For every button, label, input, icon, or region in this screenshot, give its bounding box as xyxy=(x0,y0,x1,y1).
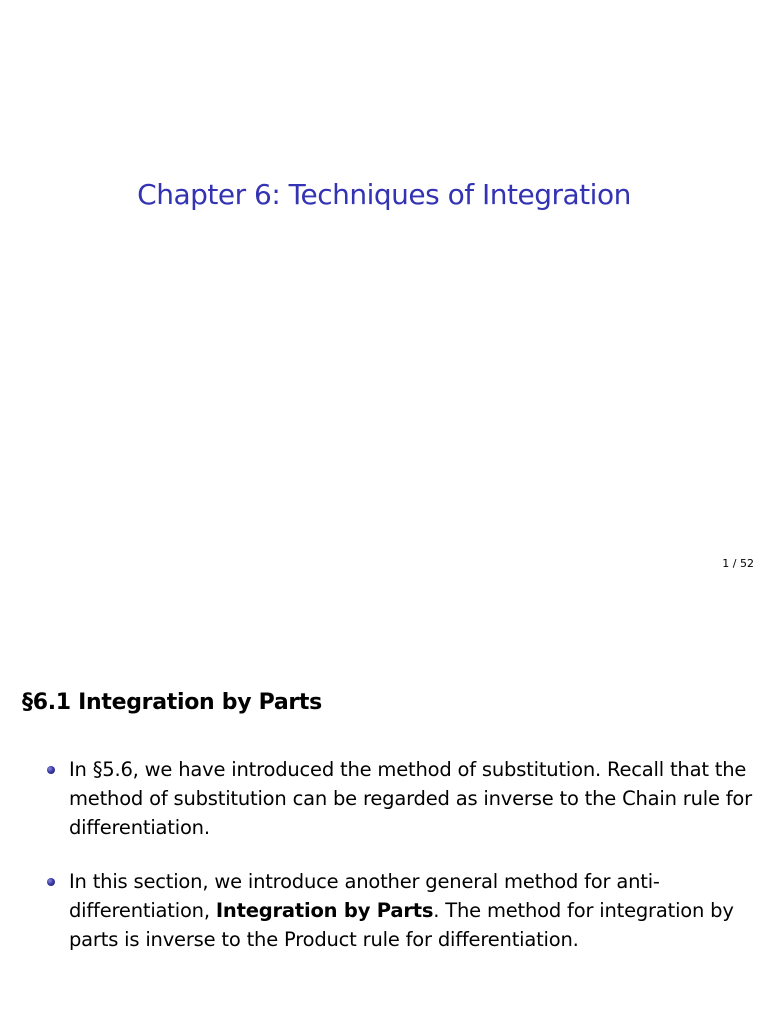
bullet-text-end: . The method for integration by parts is inverse to the Product rule for differentiation. xyxy=(69,899,734,951)
section-title: §6.1 Integration by Parts xyxy=(22,690,322,715)
bold-term: Integration by Parts xyxy=(215,899,434,922)
bullet-icon xyxy=(47,878,55,886)
bullet-icon xyxy=(47,766,55,774)
bullet-text-start: In this section, we introduce another general method for anti-differentiation, xyxy=(69,870,660,922)
chapter-title: Chapter 6: Techniques of Integration xyxy=(137,178,631,211)
bullet-list xyxy=(46,755,752,954)
bullet-item-integration-by-parts xyxy=(46,867,752,954)
bullet-item-substitution xyxy=(46,755,752,842)
bullet-text: In §5.6, we have introduced the method of substitution. Recall that the method of substitution can be regarded as inverse to the Chain rule for differentiation. xyxy=(69,758,752,839)
page-number: 1 / 52 xyxy=(722,557,754,570)
